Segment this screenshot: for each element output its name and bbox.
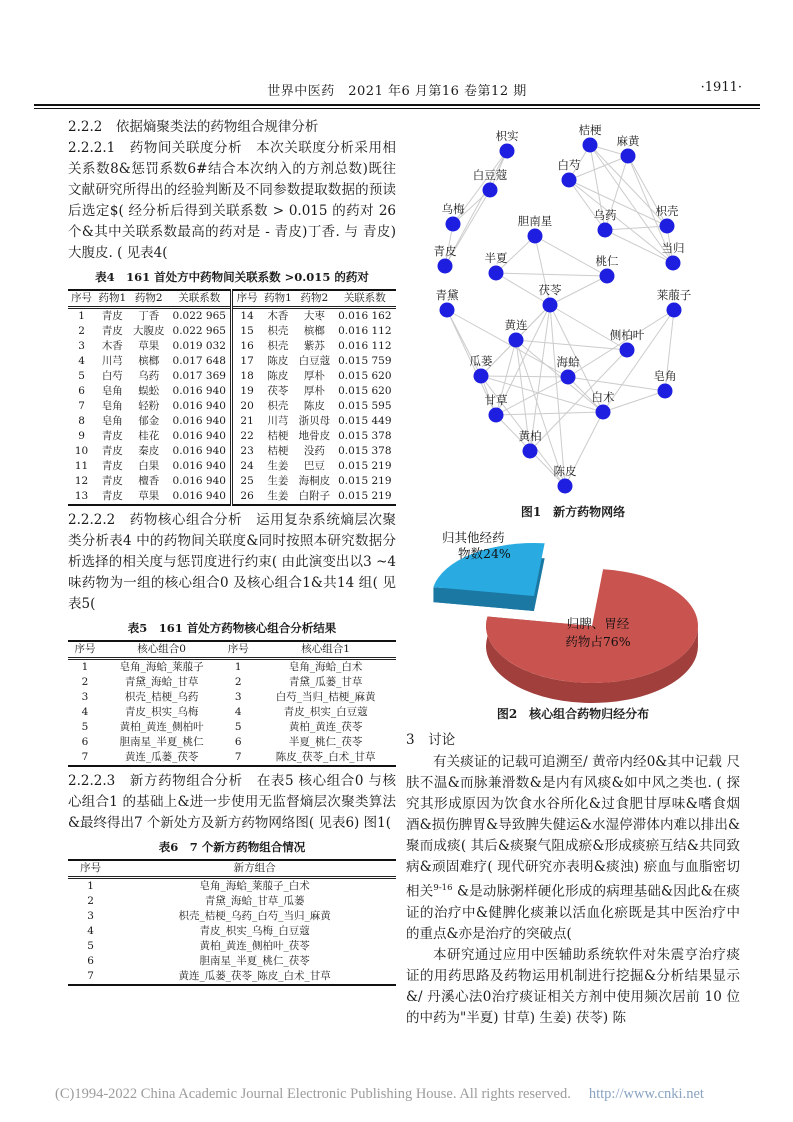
table-cell: 蜈蚣 <box>138 385 160 397</box>
table-cell: 0.015 219 <box>338 490 392 502</box>
table-cell: 木香 <box>267 310 289 322</box>
table-row <box>68 324 396 339</box>
header-rule-thick <box>34 104 760 106</box>
table-cell: 3 <box>81 691 89 703</box>
table-cell: 槟榔 <box>303 325 325 337</box>
table-cell: 桔梗 <box>267 430 289 442</box>
table-cell: 青皮 <box>101 490 123 502</box>
column-header: 序号 <box>227 643 249 655</box>
table-cell: 皂角_海蛤_莱菔子 <box>119 661 204 673</box>
table-row <box>68 489 396 505</box>
table-cell: 槟榔 <box>138 355 160 367</box>
table-cell: 0.015 595 <box>338 400 392 412</box>
network-node <box>446 217 461 232</box>
network-edge <box>496 273 607 276</box>
table5-title: 表5 161 首处方药物核心组合分析结果 <box>127 621 337 635</box>
network-node-label: 枳壳 <box>655 204 679 218</box>
table-cell: 1 <box>234 661 242 673</box>
network-edge <box>516 340 603 412</box>
table-cell: 陈皮 <box>267 370 289 382</box>
network-edge <box>550 305 565 486</box>
table6-title: 表6 7 个新方药物组合情况 <box>158 840 306 854</box>
table-row <box>68 909 396 924</box>
table-cell: 青皮 <box>101 445 123 457</box>
table-cell: 9 <box>78 430 85 442</box>
table4 <box>68 289 396 506</box>
network-node-label: 麻黄 <box>616 134 640 148</box>
column-header: 序号 <box>80 862 102 874</box>
table-row <box>68 308 396 325</box>
table-cell: 生姜 <box>267 490 289 502</box>
section-2-2-2-heading: 2.2.2 依据熵聚类法的药物组合规律分析 <box>68 119 319 135</box>
table-cell: 4 <box>78 355 85 367</box>
table-cell: 6 <box>87 955 94 967</box>
table-cell: 厚朴 <box>303 385 325 397</box>
table-cell: 5 <box>234 721 242 733</box>
table-cell: 白附子 <box>298 490 331 502</box>
table-cell: 0.016 940 <box>172 385 226 397</box>
table-cell: 0.017 369 <box>172 370 226 382</box>
table-cell: 茯苓 <box>267 385 289 397</box>
table-row <box>68 399 396 414</box>
table-cell: 1 <box>81 661 89 673</box>
discussion-p1-text-b: &是动脉粥样硬化形成的病理基础&因此&在痰证的治疗中&健脾化痰兼以活血化瘀既是其中医治疗中的重点&亦是治疗的突破点( <box>406 883 741 942</box>
network-node <box>621 149 636 164</box>
table-cell: 枳壳 <box>267 340 289 352</box>
table-row <box>68 924 396 939</box>
pie-label-spleen-stomach: 药物占76% <box>565 634 631 649</box>
table-cell: 19 <box>232 384 261 399</box>
table-cell: 12 <box>74 475 89 487</box>
table-cell: 青皮_枳实_乌梅 <box>124 706 199 718</box>
table-cell: 0.016 112 <box>338 340 392 352</box>
table-row <box>68 954 396 969</box>
table-cell: 0.017 648 <box>172 355 226 367</box>
column-header: 序号 <box>74 643 96 655</box>
network-node <box>666 256 681 271</box>
table-cell: 枳壳_桔梗_乌药 <box>124 691 199 703</box>
table-cell: 陈皮 <box>303 400 325 412</box>
table-cell: 25 <box>232 474 261 489</box>
pie-label-spleen-stomach: 归脾、胃经 <box>566 616 630 631</box>
table-cell: 7 <box>234 751 242 763</box>
table-cell: 青皮 <box>101 475 123 487</box>
table-cell: 2 <box>81 676 89 688</box>
network-node-label: 乌药 <box>593 208 617 222</box>
table4-header-row <box>68 290 396 308</box>
table-cell: 0.015 219 <box>338 475 392 487</box>
table-row <box>68 659 396 676</box>
table-cell: 巴豆 <box>303 460 325 472</box>
discussion-heading: 3 讨论 <box>406 732 456 748</box>
network-node <box>596 405 611 420</box>
network-node-label: 半夏 <box>484 251 508 265</box>
figure2-caption: 图2 核心组合药物归经分布 <box>496 707 650 721</box>
table-row <box>68 444 396 459</box>
table-cell: 21 <box>232 414 261 429</box>
table-cell: 大腹皮 <box>133 325 165 337</box>
table-cell: 18 <box>232 369 261 384</box>
network-node-label: 皂角 <box>653 369 677 383</box>
network-node <box>489 266 504 281</box>
table-cell: 青皮_枳实_白豆蔻 <box>283 706 368 718</box>
column-header: 关联系数 <box>178 292 221 304</box>
table-cell: 青皮 <box>101 430 123 442</box>
table-cell: 11 <box>74 460 89 472</box>
figure1-caption: 图1 新方药物网络 <box>520 505 626 519</box>
table-cell: 青皮_枳实_乌梅_白豆蔻 <box>199 925 310 937</box>
table-cell: 0.016 940 <box>172 460 226 472</box>
table-cell: 23 <box>232 444 261 459</box>
table-cell: 草果 <box>138 340 160 352</box>
network-node-label: 白术 <box>591 390 615 404</box>
table-cell: 20 <box>232 399 261 414</box>
table-cell: 24 <box>232 459 261 474</box>
table-row <box>68 414 396 429</box>
table-cell: 0.022 965 <box>172 325 226 337</box>
table-cell: 黄连_瓜蒌_茯苓_陈皮_白术_甘草 <box>178 970 331 982</box>
table-cell: 黄柏_黄连_茯苓 <box>288 721 363 733</box>
network-node-label: 白芍 <box>557 158 581 172</box>
network-node-label: 海蛤 <box>556 355 580 369</box>
citation-superscript: 9-16 <box>433 883 453 893</box>
discussion-paragraph-2: 本研究通过应用中医辅助系统软件对朱震亨治疗痰证的用药思路及药物运用机制进行挖掘&分析结果显示&/ 丹溪心法0治疗痰证相关方剂中使用频次居前 10 位的中药为"半夏) 甘草) 生姜) 茯苓) 陈 <box>406 946 740 1026</box>
left-column <box>68 116 396 990</box>
journal-title: 世界中医药 2021 年6 月第16 卷第12 期 <box>267 84 527 99</box>
pie-label-other: 物数24% <box>458 546 511 561</box>
table5-header-row <box>68 641 396 659</box>
column-header: 关联系数 <box>343 292 386 304</box>
discussion-paragraph-1 <box>406 752 740 945</box>
table6 <box>68 859 396 986</box>
table-cell: 陈皮 <box>267 355 289 367</box>
table-cell: 地骨皮 <box>298 430 331 442</box>
table-row <box>68 705 396 720</box>
table-cell: 5 <box>81 721 89 733</box>
table-row <box>68 939 396 954</box>
table-cell: 枳壳_桔梗_乌药_白芍_当归_麻黄 <box>178 910 331 922</box>
table-cell: 黄连_瓜蒌_茯苓 <box>124 751 199 763</box>
table-cell: 桔梗 <box>267 445 289 457</box>
table6-header-row <box>68 860 396 878</box>
table-cell: 紫苏 <box>303 340 325 352</box>
network-node-label: 黄连 <box>504 318 528 332</box>
table-cell: 厚朴 <box>303 370 325 382</box>
table-cell: 0.015 620 <box>338 385 392 397</box>
table-cell: 檀香 <box>138 475 160 487</box>
network-node <box>440 303 455 318</box>
table-row <box>68 369 396 384</box>
table-cell: 13 <box>74 490 89 502</box>
column-header: 核心组合0 <box>137 643 186 655</box>
paragraph-2-2-2-3: 2.2.2.3 新方药物组合分析 在表5 核心组合0 与核心组合1 的基础上&进一步使用无监督熵层次聚类算法&最终得出7 个新处方及新方药物网络图( 见表6) 图1( <box>68 773 396 831</box>
table-cell: 0.016 940 <box>172 400 226 412</box>
network-edge <box>568 377 665 391</box>
figure1-network-diagram <box>406 116 740 502</box>
pie-label-other: 归其他经药 <box>442 530 505 545</box>
table-cell: 1 <box>78 310 85 322</box>
network-node-label: 瓜蒌 <box>469 354 493 368</box>
copyright-text: (C)1994-2022 China Academic Journal Electronic Publishing House. All rights reserved. <box>55 1086 571 1102</box>
table-cell: 青皮 <box>101 325 123 337</box>
network-node-label: 白豆蔻 <box>472 168 508 182</box>
network-node <box>489 408 504 423</box>
table-cell: 3 <box>87 910 94 922</box>
table-cell: 7 <box>87 970 94 982</box>
table-cell: 白豆蔻 <box>298 355 331 367</box>
network-node-label: 甘草 <box>484 393 508 407</box>
table-cell: 22 <box>232 429 261 444</box>
table-cell: 3 <box>78 340 85 352</box>
network-node <box>598 223 613 238</box>
network-node <box>528 229 543 244</box>
table-cell: 6 <box>234 736 242 748</box>
table-cell: 7 <box>81 751 89 763</box>
table-cell: 皂角 <box>101 400 123 412</box>
table-row <box>68 735 396 750</box>
table-cell: 皂角 <box>101 385 123 397</box>
table-cell: 0.016 940 <box>172 445 226 457</box>
paragraph-2-2-2-1: 2.2.2.1 药物间关联度分析 本次关联度分析采用相关系数8&惩罚系数6#结合本次纳入的方剂总数)既往文献研究所得出的经验判断及不同参数提取数据的预读后选定$( 经分析后得到关联系数 > 0.015 的药对 26 个&其中关联系数最高的药对是 - 青皮)丁香. 与 青皮)大腹皮. ( 见表4( <box>68 140 396 261</box>
network-node <box>500 144 515 159</box>
network-node <box>658 384 673 399</box>
table-cell: 2 <box>87 895 94 907</box>
table-cell: 白芍_当归_桔梗_麻黄 <box>275 691 376 703</box>
table-cell: 皂角_海蛤_莱菔子_白术 <box>199 880 310 892</box>
table-cell: 2 <box>234 676 242 688</box>
column-header: 药物2 <box>300 292 329 304</box>
table-cell: 青黛_海蛤_甘草_瓜蒌 <box>204 895 305 907</box>
table-row <box>68 969 396 985</box>
table-cell: 生姜 <box>267 460 289 472</box>
table-cell: 4 <box>234 706 242 718</box>
network-node-label: 侧柏叶 <box>609 328 645 342</box>
column-header: 序号 <box>71 292 93 304</box>
network-node-label: 桃仁 <box>595 254 619 268</box>
table-cell: 0.019 032 <box>172 340 226 352</box>
column-header: 新方组合 <box>233 862 276 874</box>
network-node-label: 乌梅 <box>441 202 465 216</box>
table-cell: 2 <box>78 325 85 337</box>
table-cell: 5 <box>78 370 85 382</box>
table-cell: 0.015 449 <box>338 415 392 427</box>
table-cell: 枳壳 <box>267 325 289 337</box>
network-node-label: 青黛 <box>435 288 459 302</box>
table-cell: 白芍 <box>101 370 123 382</box>
table-row <box>68 384 396 399</box>
table-cell: 大枣 <box>303 310 325 322</box>
network-node <box>600 269 615 284</box>
discussion-p1-text-a: 有关痰证的记载可追溯至/ 黄帝内经0&其中记载 尺肤不温&而脉兼滑数&是内有风痰&如中风之类也. ( 探究其形成原因为饮食水谷所化&过食肥甘厚味&嗜食烟酒&损伤脾胃&导致脾失健运&水湿停滞体内难以排出&聚而成痰( 其后&痰聚气阻成瘀&形成痰瘀互结&共同致病&顽固难疗( 现代研究亦表明&痰浊) 瘀血与血脂密切相关 <box>406 754 740 900</box>
network-node-label: 黄柏 <box>518 429 542 443</box>
table-cell: 3 <box>234 691 242 703</box>
table-cell: 乌药 <box>138 370 160 382</box>
figure2-pie-chart <box>406 526 740 704</box>
table-cell: 胆南星_半夏_桃仁_茯苓 <box>199 955 310 967</box>
column-header: 药物2 <box>134 292 163 304</box>
table5 <box>68 640 396 767</box>
network-node-label: 枳实 <box>495 129 519 143</box>
table4-title: 表4 161 首处方中药物间关联系数 >0.015 的药对 <box>95 270 369 284</box>
table-cell: 青皮 <box>101 460 123 472</box>
table-cell: 6 <box>81 736 89 748</box>
table-cell: 10 <box>74 445 89 457</box>
table-cell: 0.016 940 <box>172 475 226 487</box>
table-cell: 0.015 759 <box>338 355 392 367</box>
table-cell: 26 <box>232 489 261 505</box>
network-node-label: 青皮 <box>433 244 457 258</box>
column-header: 核心组合1 <box>301 643 350 655</box>
table-row <box>68 690 396 705</box>
table-cell: 8 <box>78 415 85 427</box>
network-node <box>543 298 558 313</box>
table-cell: 秦皮 <box>138 445 160 457</box>
table-row <box>68 459 396 474</box>
table-cell: 0.016 162 <box>338 310 392 322</box>
table-cell: 皂角_海蛤_白术 <box>288 661 363 673</box>
table-cell: 1 <box>87 880 94 892</box>
table-row <box>68 675 396 690</box>
table-cell: 草果 <box>138 490 160 502</box>
table-cell: 青皮 <box>101 310 123 322</box>
table-cell: 黄柏_黄连_侧柏叶_茯苓 <box>199 940 310 952</box>
table-row <box>68 720 396 735</box>
table-cell: 15 <box>232 324 261 339</box>
table-row <box>68 474 396 489</box>
paragraph-2-2-2-2: 2.2.2.2 药物核心组合分析 运用复杂系统熵层次聚类分析表4 中的药物间关联度&同时按照本研究数据分析选择的相关度与惩罚度进行约束( 由此演变出以3 ~4 味药物为一组的核心组合0 及核心组合1&共14 组( 见表5( <box>68 512 396 612</box>
network-node <box>562 173 577 188</box>
table-cell: 川芎 <box>101 355 123 367</box>
table-cell: 7 <box>78 400 85 412</box>
network-node-label: 当归 <box>661 241 685 255</box>
table-cell: 桂花 <box>138 430 160 442</box>
network-node <box>583 138 598 153</box>
network-node-label: 桔梗 <box>578 123 602 137</box>
table-row <box>68 429 396 444</box>
cnki-url[interactable]: http://www.cnki.net <box>588 1086 704 1102</box>
table-cell: 0.016 940 <box>172 490 226 502</box>
table-cell: 4 <box>81 706 89 718</box>
table-cell: 青黛_海蛤_甘草 <box>124 676 199 688</box>
table-cell: 17 <box>232 354 261 369</box>
table-row <box>68 878 396 895</box>
table-cell: 川芎 <box>267 415 289 427</box>
header-rule-thin <box>34 108 760 109</box>
table-cell: 0.015 620 <box>338 370 392 382</box>
table-cell: 青黛_瓜蒌_甘草 <box>288 676 363 688</box>
column-header: 药物1 <box>98 292 127 304</box>
table-cell: 海桐皮 <box>298 475 331 487</box>
table-cell: 黄柏_黄连_侧柏叶 <box>119 721 204 733</box>
table-cell: 5 <box>87 940 94 952</box>
network-node-label: 茯苓 <box>538 283 562 297</box>
table-cell: 没药 <box>303 445 325 457</box>
table-cell: 郁金 <box>138 415 160 427</box>
table-cell: 浙贝母 <box>298 415 331 427</box>
table-cell: 胆南星_半夏_桃仁 <box>119 736 204 748</box>
network-node <box>660 219 675 234</box>
network-node-label: 陈皮 <box>553 464 577 478</box>
network-node <box>620 343 635 358</box>
network-node <box>523 444 538 459</box>
column-header: 药物1 <box>264 292 292 304</box>
table-cell: 6 <box>78 385 85 397</box>
network-node <box>558 479 573 494</box>
table-cell: 0.015 378 <box>338 445 392 457</box>
table-cell: 木香 <box>101 340 123 352</box>
table-row <box>68 750 396 766</box>
table-cell: 白果 <box>138 460 160 472</box>
right-column <box>406 116 740 1029</box>
table-cell: 生姜 <box>267 475 289 487</box>
page-footer <box>55 1086 704 1103</box>
table-cell: 0.016 940 <box>172 430 226 442</box>
table-cell: 16 <box>232 339 261 354</box>
table-cell: 轻粉 <box>138 400 160 412</box>
network-node <box>474 369 489 384</box>
table-cell: 0.015 378 <box>338 430 392 442</box>
page-number: ·1911· <box>700 80 742 95</box>
page-header <box>34 80 760 100</box>
table-cell: 0.015 219 <box>338 460 392 472</box>
network-node-label: 胆南星 <box>517 214 553 228</box>
table-cell: 0.016 112 <box>338 325 392 337</box>
table-cell: 皂角 <box>101 415 123 427</box>
table-cell: 半夏_桃仁_茯苓 <box>288 736 363 748</box>
table-cell: 4 <box>87 925 94 937</box>
network-node <box>438 259 453 274</box>
table-cell: 丁香 <box>138 310 160 322</box>
table-row <box>68 894 396 909</box>
table-row <box>68 339 396 354</box>
table-cell: 陈皮_茯苓_白术_甘草 <box>275 751 376 763</box>
table-cell: 14 <box>232 308 261 325</box>
table-cell: 0.022 965 <box>172 310 226 322</box>
network-node <box>667 303 682 318</box>
network-node <box>509 333 524 348</box>
network-node <box>561 370 576 385</box>
network-edge <box>496 412 603 415</box>
column-header: 序号 <box>232 290 261 308</box>
table-cell: 0.016 940 <box>172 415 226 427</box>
network-edge <box>481 376 568 377</box>
network-edge <box>568 310 674 377</box>
table-cell: 枳壳 <box>267 400 289 412</box>
network-node <box>483 183 498 198</box>
network-node-label: 莱菔子 <box>656 288 692 302</box>
table-row <box>68 354 396 369</box>
